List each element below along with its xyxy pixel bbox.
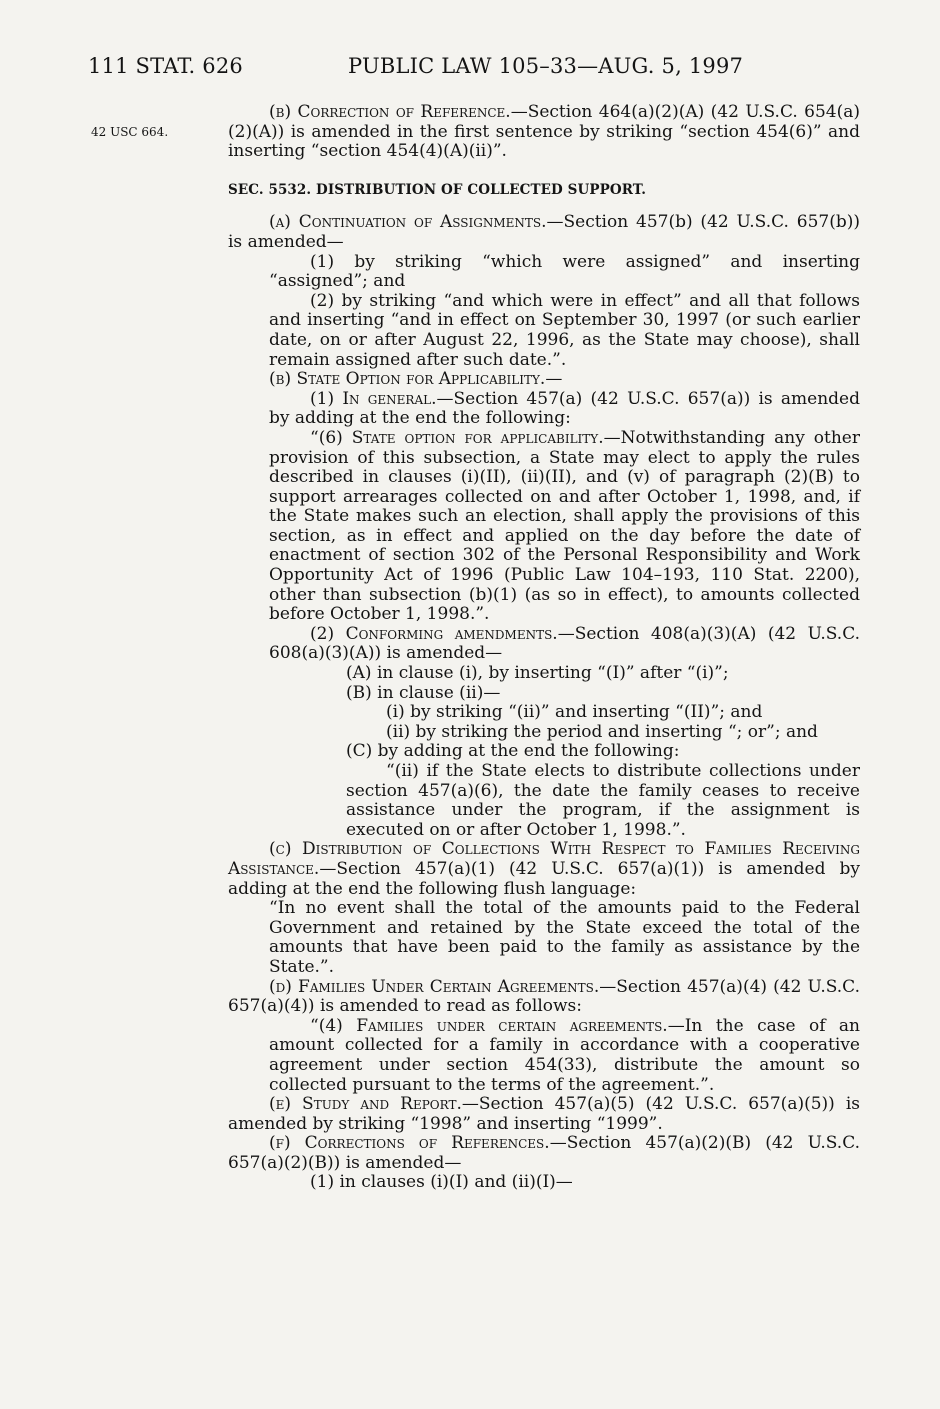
paragraph-heading: (2) Conforming amendments.	[310, 623, 558, 644]
paragraph-heading: “(4) Families under certain agreements.	[310, 1015, 668, 1036]
page-header	[88, 54, 888, 88]
paragraph-heading: (c) Distribution of Collections With Respect to Families Receiving Assistance.	[228, 839, 860, 879]
paragraph-text: —Section 464(a)(2)(A) (42 U.S.C. 654(a)(2)(A)) is amended in the first sentence by striking “section 454(6)” and inserting “section 454(4)(A)(ii)”.	[228, 102, 861, 162]
paragraph-e: (e) Study and Report.—Section 457(a)(5) (42 U.S.C. 657(a)(5)) is amended by striking “1998” and inserting “1999”.	[228, 1094, 860, 1134]
paragraph-heading: (e) Study and Report.	[269, 1094, 462, 1115]
flush-quote: “In no event shall the total of the amounts paid to the Federal Government and retained by the State exceed the total of the amounts that have been paid to the family as assistance by the State.”.	[269, 898, 860, 977]
margin-citation: 42 USC 664.	[91, 125, 169, 139]
paragraph-heading: (b) Correction of Reference.	[269, 102, 511, 122]
section-heading: SEC. 5532. DISTRIBUTION OF COLLECTED SUPPORT.	[228, 181, 646, 198]
paragraph-text: —Section 457(b) (42 U.S.C. 657(b)) is amended—	[228, 212, 860, 252]
quoted-paragraph-6: “(6) State option for applicability.—Notwithstanding any other provision of this subsection, a State may elect to apply the rules described in clauses (i)(II), (ii)(II), and (v) of paragraph (2)(B) to support arrearages collected on and after October 1, 1998, and, if the State makes such an election, shall apply the provisions of this section, as in effect and applied on the day before the date of enactment of section 302 of the Personal Responsibility and Work Opportunity Act of 1996 (Public Law 104–193, 110 Stat. 2200), other than subsection (b)(1) (as so in effect), to amounts collected before October 1, 1998.”.	[269, 427, 860, 625]
clause-bBii: (ii) by striking the period and inserting “; or”; and	[386, 721, 818, 742]
paragraph-heading: (b) State Option for Applicability.	[269, 369, 546, 390]
clause-bC: (C) by adding at the end the following:	[346, 741, 680, 762]
clause-a2: (2) by striking “and which were in effect” and all that follows and inserting “and in effect on September 30, 1997 (or such earlier date, on or after August 22, 1996, as the State may choose), shall remain assigned after such date.”.	[269, 290, 860, 370]
paragraph-a	[228, 213, 860, 252]
paragraph-heading: (a) Continuation of Assignments.	[269, 212, 547, 233]
clause-bA: (A) in clause (i), by inserting “(I)” after “(i)”;	[346, 663, 729, 684]
quoted-paragraph-4: “(4) Families under certain agreements.—In the case of an amount collected for a family in accordance with a cooperative agreement under section 454(33), distribute the amount so collected pursuant to the terms of the agreement.”.	[269, 1015, 860, 1095]
paragraph-heading: (f) Corrections of References.	[269, 1133, 550, 1154]
paragraph-heading: (1) In general.	[310, 388, 437, 409]
paragraph-c: (c) Distribution of Collections With Respect to Families Receiving Assistance.—Section 457(a)(1) (42 U.S.C. 657(a)(1)) is amended by adding at the end the following flush language:	[228, 839, 860, 899]
clause-bB: (B) in clause (ii)—	[346, 682, 501, 703]
paragraph-heading: (d) Families Under Certain Agreements.	[269, 976, 600, 997]
clause-b1: (1) In general.—Section 457(a) (42 U.S.C. 657(a)) is amended by adding at the end the following:	[269, 388, 860, 429]
page-reference: 111 STAT. 626	[88, 54, 243, 78]
paragraph-heading: “(6) State option for applicability.	[310, 427, 604, 448]
clause-f1: (1) in clauses (i)(I) and (ii)(I)—	[310, 1172, 573, 1193]
clause-a1: (1) by striking “which were assigned” and inserting “assigned”; and	[269, 251, 860, 292]
paragraph-b-correction	[228, 103, 860, 162]
clause-bBi: (i) by striking “(ii)” and inserting “(II)”; and	[386, 702, 763, 723]
paragraph-d: (d) Families Under Certain Agreements.—Section 457(a)(4) (42 U.S.C. 657(a)(4)) is amended to read as follows:	[228, 976, 860, 1017]
law-reference: PUBLIC LAW 105–33—AUG. 5, 1997	[348, 54, 744, 78]
quoted-clause-ii: “(ii) if the State elects to distribute collections under section 457(a)(6), the date the family ceases to receive assistance under the program, if the assignment is executed on or after October 1, 1998.”.	[346, 761, 860, 840]
clause-b2: (2) Conforming amendments.—Section 408(a)(3)(A) (42 U.S.C. 608(a)(3)(A)) is amended—	[269, 623, 860, 664]
paragraph-b: (b) State Option for Applicability.—	[269, 369, 563, 390]
document-body	[228, 103, 860, 1193]
paragraph-f: (f) Corrections of References.—Section 457(a)(2)(B) (42 U.S.C. 657(a)(2)(B)) is amended—	[228, 1133, 860, 1173]
